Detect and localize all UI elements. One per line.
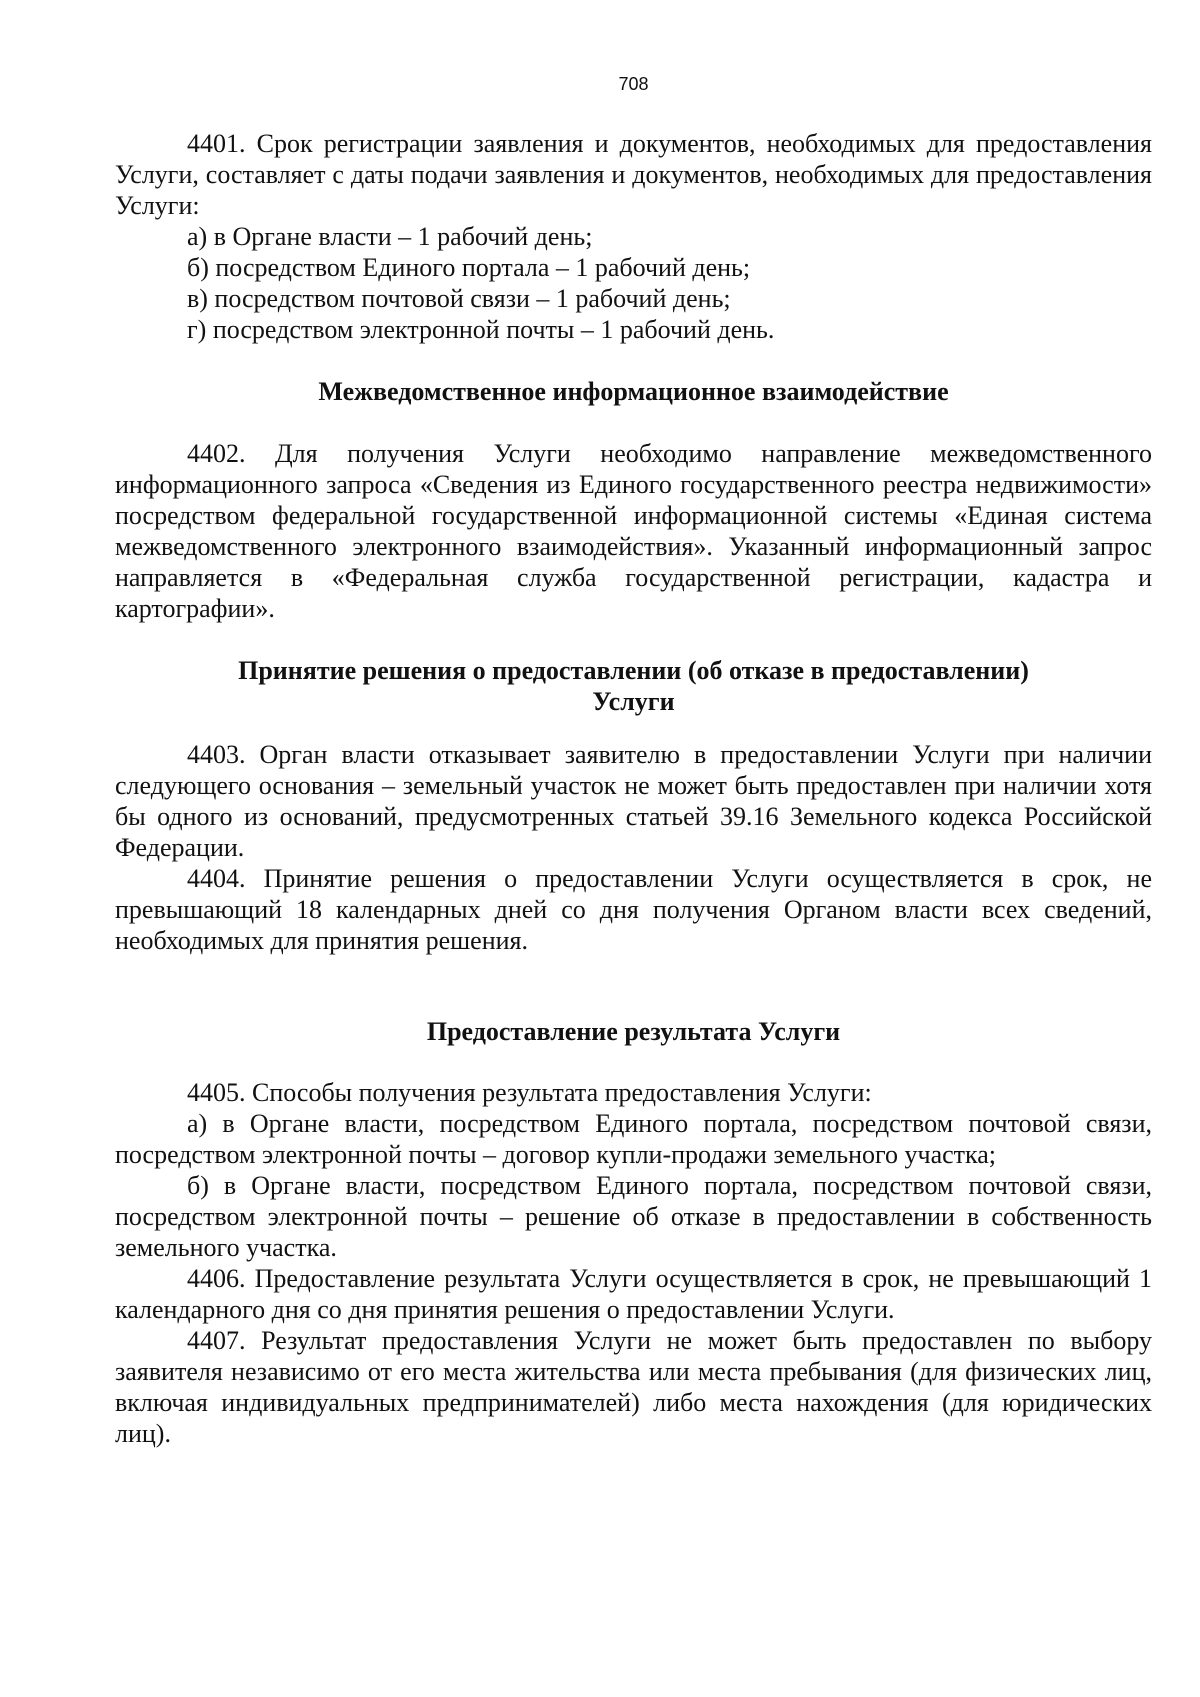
section-heading-decision [115, 655, 1152, 717]
list-item: а) в Органе власти – 1 рабочий день; [187, 222, 593, 251]
paragraph-4404: 4404. Принятие решения о предоставлении Услуги осуществляется в срок, не превышающий 18 календарных дней со дня получения Органом власти всех сведений, необходимых для принятия решения. [115, 864, 1152, 955]
paragraph-4402: 4402. Для получения Услуги необходимо направление межведомственного информационного запроса «Сведения из Единого государственного реестра недвижимости» посредством федеральной государственной информационной системы «Единая система межведомственного электронного взаимодействия». Указанный информационный запрос направляется в «Федеральная служба государственной регистрации, кадастра и картографии». [115, 439, 1152, 623]
list-item: б) посредством Единого портала – 1 рабочий день; [187, 253, 751, 282]
list-item: б) в Органе власти, посредством Единого портала, посредством почтовой связи, посредством электронной почты – решение об отказе в предоставлении в собственность земельного участка. [115, 1171, 1152, 1262]
section-heading-interagency: Межведомственное информационное взаимодействие [318, 377, 949, 406]
document-body [115, 128, 1152, 1449]
section-heading-line: Услуги [592, 687, 675, 716]
section-heading-line: Принятие решения о предоставлении (об отказе в предоставлении) [238, 656, 1029, 685]
list-item: г) посредством электронной почты – 1 рабочий день. [187, 315, 775, 344]
list-item: а) в Органе власти, посредством Единого портала, посредством почтовой связи, посредством электронной почты – договор купли-продажи земельного участка; [115, 1109, 1152, 1169]
paragraph-4405: 4405. Способы получения результата предоставления Услуги: [187, 1078, 872, 1107]
list-item: в) посредством почтовой связи – 1 рабочий день; [187, 284, 731, 313]
paragraph-4401: 4401. Срок регистрации заявления и документов, необходимых для предоставления Услуги, составляет с даты подачи заявления и документов, необходимых для предоставления Услуги: [115, 129, 1152, 220]
paragraph-4407: 4407. Результат предоставления Услуги не может быть предоставлен по выбору заявителя независимо от его места жительства или места пребывания (для физических лиц, включая индивидуальных предпринимателей) либо места нахождения (для юридических лиц). [115, 1326, 1152, 1448]
page-number: 708 [618, 74, 649, 94]
paragraph-4403: 4403. Орган власти отказывает заявителю в предоставлении Услуги при наличии следующего основания – земельный участок не может быть предоставлен при наличии хотя бы одного из оснований, предусмотренных статьей 39.16 Земельного кодекса Российской Федерации. [115, 740, 1152, 862]
paragraph-4406: 4406. Предоставление результата Услуги осуществляется в срок, не превышающий 1 календарного дня со дня принятия решения о предоставлении Услуги. [115, 1264, 1152, 1324]
section-heading-result: Предоставление результата Услуги [426, 1017, 841, 1046]
